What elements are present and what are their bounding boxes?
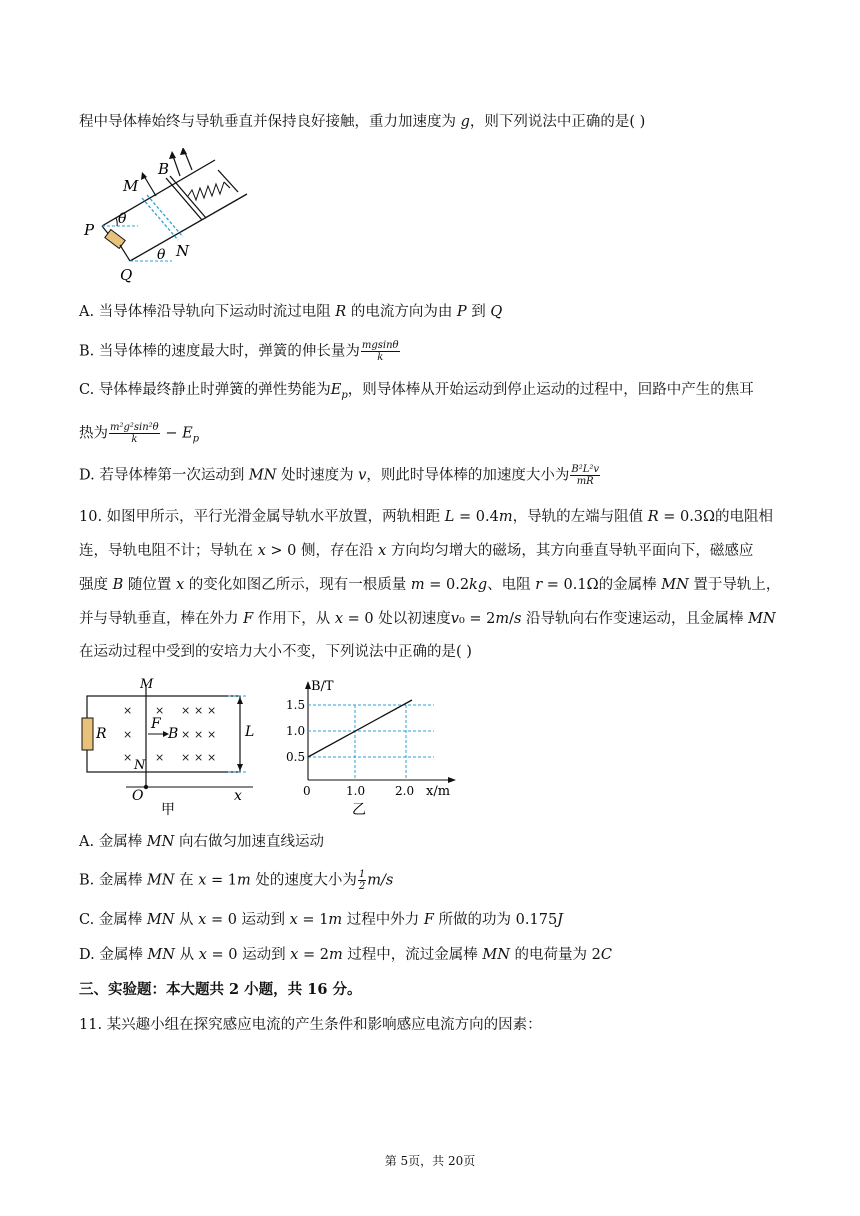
subscript: p bbox=[192, 433, 200, 445]
q10-line-1: 10. 如图甲所示，平行光滑金属导轨水平放置，两轨相距 𝐿 = 0.4𝑚，导轨的左端与阻值 𝑅 = 0.3Ω的电阻相 bbox=[79, 509, 774, 525]
q10-line-4: 并与导轨垂直，棒在外力 𝐹 作用下，从 𝑥 = 0 处以初速度𝑣₀ = 2𝑚/𝑠 沿导轨向右作变速运动，且金属棒 𝑀𝑁 bbox=[79, 611, 776, 627]
q9-stem-tail: 程中导体棒始终与导轨垂直并保持良好接触，重力加速度为 𝑔，则下列说法中正确的是( ) bbox=[79, 114, 646, 130]
label-B: B bbox=[168, 726, 179, 742]
label-F: F bbox=[151, 716, 161, 732]
q9-option-c-fraction bbox=[109, 422, 160, 445]
cross-mark: × bbox=[123, 751, 133, 764]
y-tick-1-5: 1.5 bbox=[286, 698, 306, 712]
q9-option-c-text-rest: ，则导体棒从开始运动到停止运动的过程中，回路中产生的焦耳 bbox=[347, 382, 754, 398]
q10-option-c: C. 金属棒 𝑀𝑁 从 𝑥 = 0 运动到 𝑥 = 1𝑚 过程中外力 𝐹 所做的功为 0.175𝐽 bbox=[79, 912, 563, 928]
q9-option-b-fraction bbox=[361, 340, 400, 363]
section-3-heading: 三、实验题：本大题共 2 小题，共 16 分。 bbox=[79, 981, 362, 998]
label-N: N bbox=[176, 242, 190, 260]
cross-mark: × bbox=[155, 704, 165, 717]
q10-option-a: A. 金属棒 𝑀𝑁 向右做匀加速直线运动 bbox=[79, 834, 324, 850]
fraction-numerator: 1 bbox=[358, 869, 366, 880]
q11-stem: 11. 某兴趣小组在探究感应电流的产生条件和影响感应电流方向的因素： bbox=[79, 1017, 542, 1033]
q9-option-d-text: D. 若导体棒第一次运动到 𝑀𝑁 处时速度为 𝑣，则此时导体棒的加速度大小为 bbox=[79, 467, 570, 484]
fraction-denominator: 2 bbox=[358, 881, 366, 892]
label-theta-bottom: θ bbox=[157, 247, 166, 263]
cross-mark: × bbox=[181, 704, 191, 717]
label-x: x bbox=[234, 788, 242, 804]
q10-option-b-text: B. 金属棒 𝑀𝑁 在 𝑥 = 1𝑚 处的速度大小为 bbox=[79, 872, 357, 889]
q9-option-c-text: C. 导体棒最终静止时弹簧的弹性势能为𝐸 bbox=[79, 382, 342, 398]
cross-mark: × bbox=[207, 704, 217, 717]
x-tick-2-0: 2.0 bbox=[395, 784, 415, 798]
label-N: N bbox=[134, 758, 146, 773]
cross-mark: × bbox=[181, 728, 191, 741]
q10-figure-jia bbox=[78, 676, 268, 818]
label-P: P bbox=[84, 221, 95, 239]
q10-option-b-unit: 𝑚/𝑠 bbox=[367, 872, 394, 889]
q10-line-2: 连，导轨电阻不计；导轨在 𝑥 > 0 侧，存在沿 𝑥 方向均匀增大的磁场，其方向垂直导轨平面向下，磁感应 bbox=[79, 543, 754, 559]
q9-option-c-line2 bbox=[79, 422, 199, 449]
cross-mark: × bbox=[207, 751, 217, 764]
caption-jia: 甲 bbox=[161, 802, 175, 818]
q10-line-3: 强度 𝐵 随位置 𝑥 的变化如图乙所示，现有一根质量 𝑚 = 0.2𝑘𝑔、电阻 𝑟 = 0.1Ω的金属棒 𝑀𝑁 置于导轨上， bbox=[79, 577, 781, 593]
y-tick-1-0: 1.0 bbox=[286, 724, 306, 738]
q10-option-b bbox=[79, 869, 393, 892]
x-tick-0: 0 bbox=[303, 784, 311, 798]
label-M: M bbox=[140, 677, 154, 692]
q9-option-c-line2-suffix: − 𝐸 bbox=[165, 425, 193, 442]
cross-mark: × bbox=[194, 751, 204, 764]
label-L: L bbox=[245, 724, 255, 740]
q9-option-c-line1 bbox=[79, 380, 754, 406]
fraction-denominator: k bbox=[377, 352, 384, 363]
q9-figure bbox=[80, 148, 255, 283]
fraction-denominator: mR bbox=[576, 476, 594, 487]
label-R: R bbox=[96, 726, 107, 742]
fraction-numerator: m²g²sin²θ bbox=[110, 422, 159, 433]
cross-mark: × bbox=[155, 751, 165, 764]
q9-option-a: A. 当导体棒沿导轨向下运动时流过电阻 𝑅 的电流方向为由 𝑃 到 𝑄 bbox=[79, 304, 503, 320]
q9-option-d bbox=[79, 464, 601, 487]
fraction-numerator: B²L²v bbox=[571, 464, 600, 475]
x-tick-1-0: 1.0 bbox=[346, 784, 366, 798]
q10-option-b-fraction bbox=[358, 869, 366, 892]
page-footer: 第 5页，共 20页 bbox=[384, 1154, 476, 1168]
q9-option-d-fraction bbox=[570, 464, 600, 487]
cross-mark: × bbox=[123, 728, 133, 741]
q10-option-d: D. 金属棒 𝑀𝑁 从 𝑥 = 0 运动到 𝑥 = 2𝑚 过程中，流过金属棒 𝑀𝑁 的电荷量为 2𝐶 bbox=[79, 947, 612, 963]
x-axis-label: x/m bbox=[426, 784, 451, 799]
y-axis-label: B/T bbox=[311, 679, 334, 694]
label-Q: Q bbox=[120, 266, 133, 283]
fraction-numerator: mgsinθ bbox=[361, 340, 399, 351]
cross-mark: × bbox=[207, 728, 217, 741]
cross-mark: × bbox=[181, 751, 191, 764]
q9-option-c-line2-prefix: 热为 bbox=[79, 425, 108, 442]
q10-line-5: 在运动过程中受到的安培力大小不变，下列说法中正确的是( ) bbox=[79, 644, 472, 660]
cross-mark: × bbox=[194, 728, 204, 741]
q9-option-b-text: B. 当导体棒的速度最大时，弹簧的伸长量为 bbox=[79, 343, 360, 360]
label-M: M bbox=[123, 177, 139, 195]
label-B: B bbox=[158, 160, 170, 178]
fraction-denominator: k bbox=[131, 434, 138, 445]
cross-mark: × bbox=[123, 704, 133, 717]
label-theta-top: θ bbox=[118, 211, 127, 227]
label-O: O bbox=[132, 788, 144, 804]
caption-yi: 乙 bbox=[352, 802, 366, 818]
cross-mark: × bbox=[194, 704, 204, 717]
y-tick-0-5: 0.5 bbox=[286, 750, 306, 764]
q10-figure-yi bbox=[284, 676, 464, 818]
q9-option-b bbox=[79, 340, 401, 363]
subscript: p bbox=[341, 389, 348, 401]
